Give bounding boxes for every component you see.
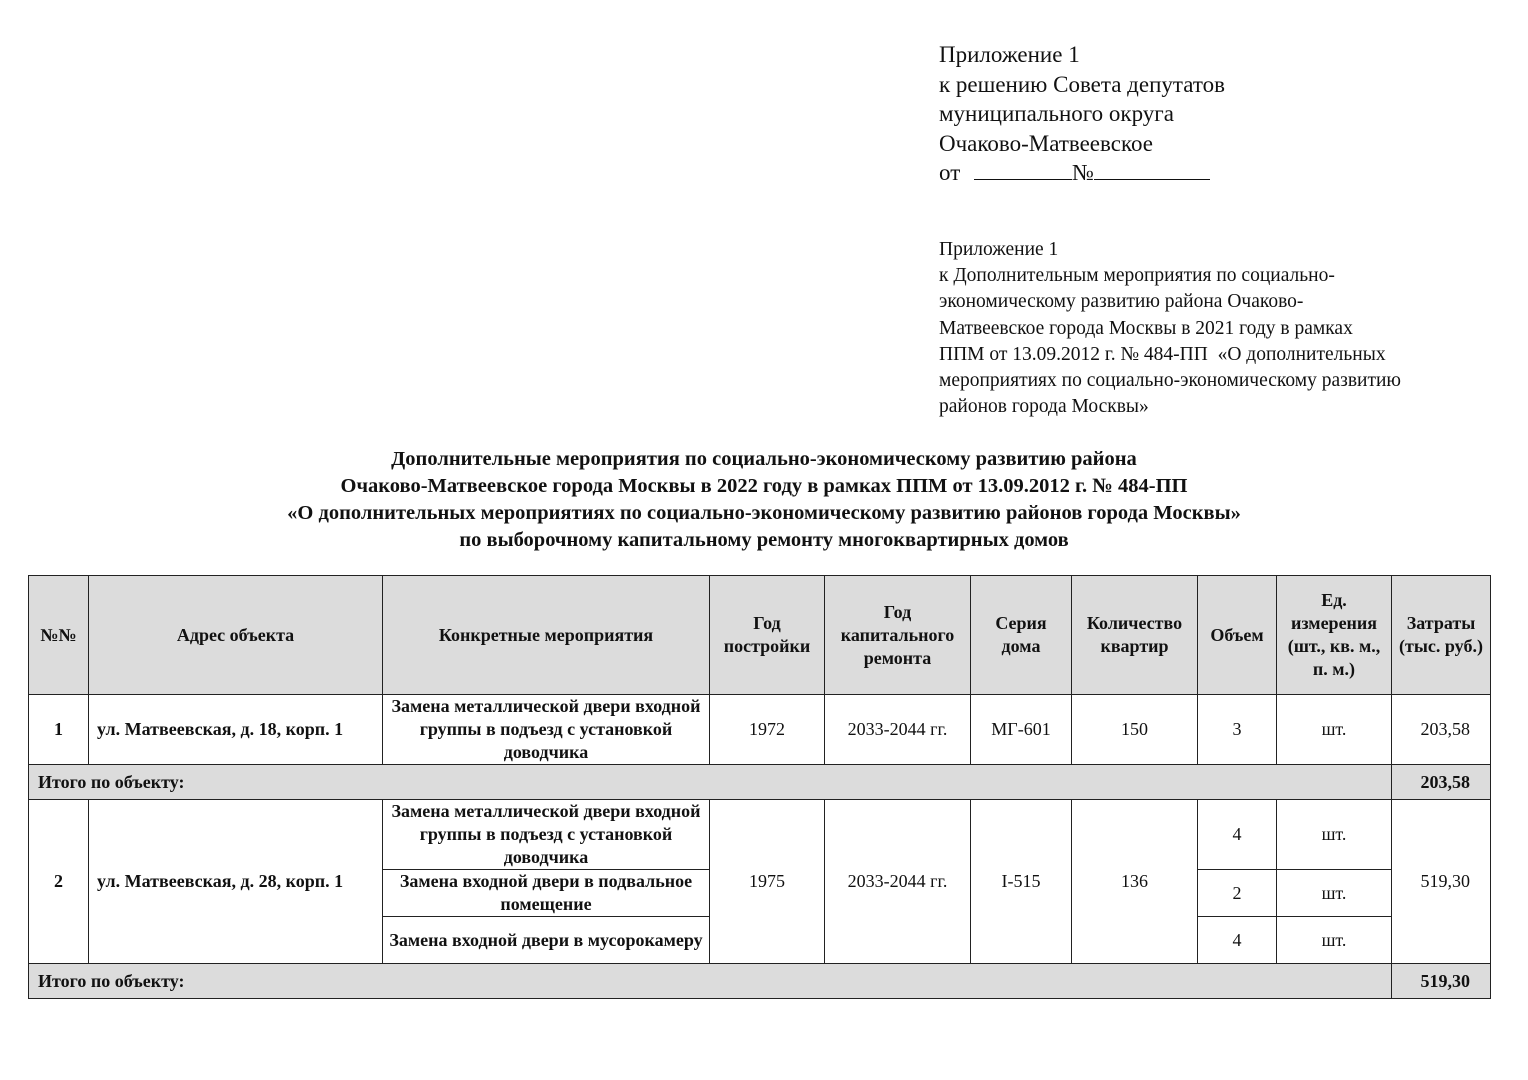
- header-flats: Количество квартир: [1072, 576, 1198, 695]
- object-unit: шт.: [1277, 695, 1392, 765]
- object-address: ул. Матвеевская, д. 18, корп. 1: [89, 695, 383, 765]
- measures-table: [28, 575, 1491, 999]
- header-volume: Объем: [1198, 576, 1277, 695]
- total-row: [29, 765, 1491, 800]
- title-line: Очаково-Матвеевское города Москвы в 2022 году в рамках ППМ от 13.09.2012 г. № 484-ПП: [340, 475, 1188, 497]
- object-measure: Замена металлической двери входной группы в подъезд с установкой доводчика: [383, 800, 710, 870]
- object-measure: Замена входной двери в подвальное помещение: [383, 870, 710, 917]
- object-series: I-515: [971, 800, 1072, 964]
- object-year-repair: 2033-2044 гг.: [825, 695, 971, 765]
- title-line: Дополнительные мероприятия по социально-экономическому развитию района: [391, 448, 1137, 470]
- title-line: по выборочному капитальному ремонту многоквартирных домов: [459, 529, 1069, 551]
- object-volume: 3: [1198, 695, 1277, 765]
- header-address: Адрес объекта: [89, 576, 383, 695]
- object-num: 1: [29, 695, 89, 765]
- header-unit: Ед. измерения (шт., кв. м., п. м.): [1277, 576, 1392, 695]
- object-address: ул. Матвеевская, д. 28, корп. 1: [89, 800, 383, 964]
- number-blank: [1094, 159, 1210, 180]
- total-value: 519,30: [1392, 964, 1491, 999]
- header-measures: Конкретные мероприятия: [383, 576, 710, 695]
- object-year-built: 1975: [710, 800, 825, 964]
- total-label: Итого по объекту:: [29, 765, 1392, 800]
- number-sign: №: [1072, 160, 1094, 185]
- table-header-row: [29, 576, 1491, 695]
- object-volume: 4: [1198, 917, 1277, 964]
- object-cost: 203,58: [1392, 695, 1491, 765]
- header-series: Серия дома: [971, 576, 1072, 695]
- object-unit: шт.: [1277, 870, 1392, 917]
- object-flats: 150: [1072, 695, 1198, 765]
- object-year-repair: 2033-2044 гг.: [825, 800, 971, 964]
- document-title: [0, 446, 1528, 554]
- object-volume: 2: [1198, 870, 1277, 917]
- header-year-built: Год постройки: [710, 576, 825, 695]
- object-year-built: 1972: [710, 695, 825, 765]
- header-cost: Затраты (тыс. руб.): [1392, 576, 1491, 695]
- header-num: №№: [29, 576, 89, 695]
- object-unit: шт.: [1277, 917, 1392, 964]
- object-series: МГ-601: [971, 695, 1072, 765]
- total-value: 203,58: [1392, 765, 1491, 800]
- object-flats: 136: [1072, 800, 1198, 964]
- object-cost: 519,30: [1392, 800, 1491, 964]
- reference-line: экономическому развитию района Очаково-: [939, 291, 1304, 313]
- object-unit: шт.: [1277, 800, 1392, 870]
- table-row: [29, 695, 1491, 765]
- reference-line: к Дополнительным мероприятия по социально-: [939, 265, 1335, 287]
- total-row: [29, 964, 1491, 999]
- object-volume: 4: [1198, 800, 1277, 870]
- object-measure: Замена металлической двери входной группы в подъезд с установкой доводчика: [383, 695, 710, 765]
- table-row: [29, 800, 1491, 870]
- appendix-header: [939, 40, 1225, 188]
- reference-line: Матвеевское города Москвы в 2021 году в рамках: [939, 317, 1353, 339]
- total-label: Итого по объекту:: [29, 964, 1392, 999]
- appendix-line: к решению Совета депутатов: [939, 71, 1225, 97]
- reference-line: ППМ от 13.09.2012 г. № 484-ПП «О дополнительных: [939, 343, 1386, 365]
- date-prefix: от: [939, 160, 961, 185]
- reference-line: мероприятиях по социально-экономическому развитию: [939, 370, 1402, 392]
- date-number-line: [939, 158, 1225, 188]
- reference-line: Приложение 1: [939, 239, 1059, 260]
- appendix-line: Очаково-Матвеевское: [939, 130, 1153, 156]
- title-line: «О дополнительных мероприятиях по социально-экономическому развитию районов города Москвы»: [287, 502, 1241, 524]
- appendix-line: Приложение 1: [939, 42, 1080, 67]
- appendix-reference: [939, 237, 1401, 420]
- date-blank: [974, 159, 1072, 180]
- appendix-line: муниципального округа: [939, 101, 1174, 126]
- reference-line: районов города Москвы»: [939, 396, 1149, 418]
- header-year-repair: Год капитального ремонта: [825, 576, 971, 695]
- object-measure: Замена входной двери в мусорокамеру: [383, 917, 710, 964]
- object-num: 2: [29, 800, 89, 964]
